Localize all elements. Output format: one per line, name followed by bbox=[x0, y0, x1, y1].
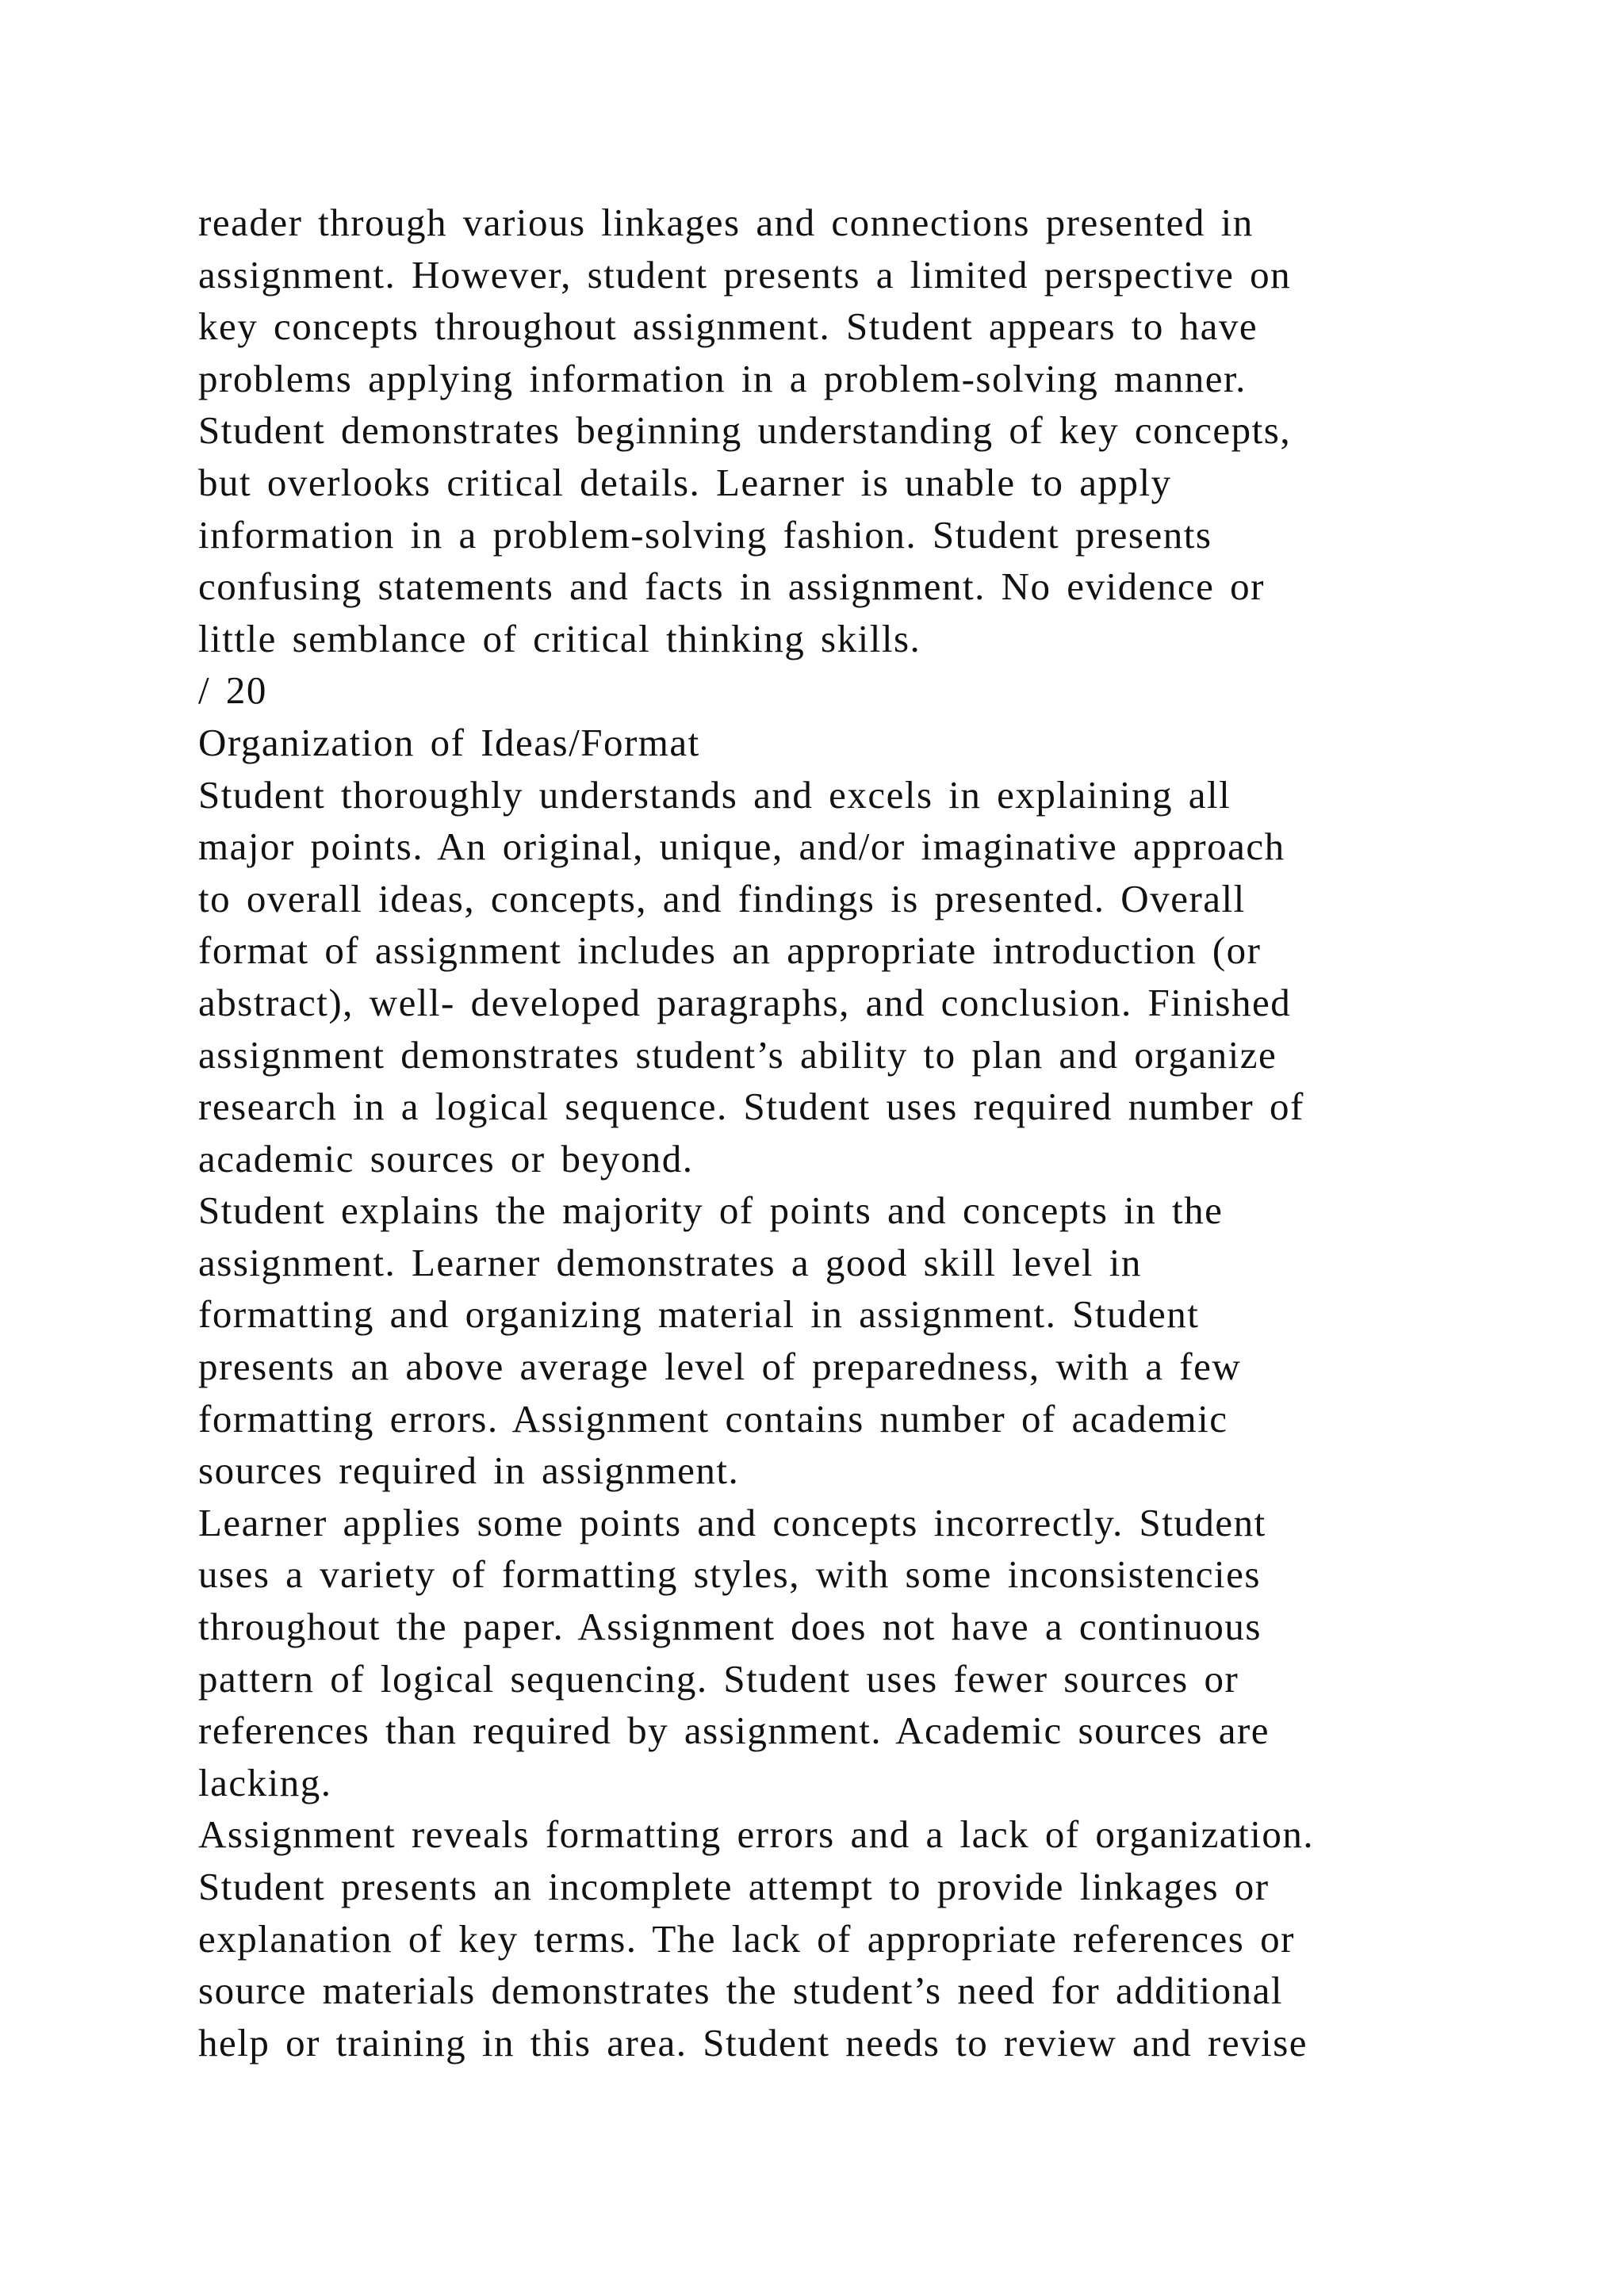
text-line: information in a problem-solving fashion. Student presents bbox=[198, 512, 1212, 557]
text-line: lacking. bbox=[198, 1760, 332, 1804]
score-line: / 20 bbox=[198, 668, 267, 713]
text-line: to overall ideas, concepts, and findings is presented. Overall bbox=[198, 876, 1246, 920]
text-line: sources required in assignment. bbox=[198, 1448, 740, 1493]
text-line: pattern of logical sequencing. Student uses fewer sources or bbox=[198, 1656, 1239, 1701]
text-line: presents an above average level of preparedness, with a few bbox=[198, 1345, 1242, 1389]
text-line: reader through various linkages and connections presented in bbox=[198, 201, 1254, 244]
text-line: research in a logical sequence. Student uses required number of bbox=[198, 1085, 1304, 1129]
text-line: assignment demonstrates student’s ability to plan and organize bbox=[198, 1032, 1277, 1077]
text-line: abstract), well- developed paragraphs, and conclusion. Finished bbox=[198, 980, 1292, 1024]
text-line: key concepts throughout assignment. Student appears to have bbox=[198, 304, 1258, 349]
text-line: assignment. Learner demonstrates a good skill level in bbox=[198, 1240, 1142, 1284]
text-line: formatting and organizing material in assignment. Student bbox=[198, 1292, 1200, 1337]
text-line: throughout the paper. Assignment does not have a continuous bbox=[198, 1605, 1262, 1649]
text-line: confusing statements and facts in assignment. No evidence or bbox=[198, 564, 1265, 609]
text-line: explanation of key terms. The lack of appropriate references or bbox=[198, 1916, 1295, 1961]
text-line: source materials demonstrates the student’s need for additional bbox=[198, 1969, 1283, 2013]
text-line: Student presents an incomplete attempt to provide linkages or bbox=[198, 1865, 1270, 1908]
text-line: Student thoroughly understands and excels in explaining all bbox=[198, 772, 1231, 817]
text-line: Student explains the majority of points and concepts in the bbox=[198, 1188, 1224, 1233]
text-line: formatting errors. Assignment contains number of academic bbox=[198, 1396, 1228, 1441]
text-line: references than required by assignment. Academic sources are bbox=[198, 1709, 1270, 1753]
text-line: Learner applies some points and concepts incorrectly. Student bbox=[198, 1500, 1266, 1544]
text-line: academic sources or beyond. bbox=[198, 1136, 694, 1181]
text-line: problems applying information in a problem-solving manner. bbox=[198, 356, 1247, 400]
text-line: assignment. However, student presents a limited perspective on bbox=[198, 252, 1292, 297]
text-line: but overlooks critical details. Learner is unable to apply bbox=[198, 460, 1172, 504]
text-line: Student demonstrates beginning understanding of key concepts, bbox=[198, 408, 1292, 453]
text-line: format of assignment includes an appropriate introduction (or bbox=[198, 928, 1262, 973]
text-line: uses a variety of formatting styles, with some inconsistencies bbox=[198, 1552, 1261, 1597]
text-line: major points. An original, unique, and/or imaginative approach bbox=[198, 825, 1285, 869]
text-line: little semblance of critical thinking skills. bbox=[198, 616, 921, 660]
document-text bbox=[198, 197, 1435, 2068]
text-line: help or training in this area. Student needs to review and revise bbox=[198, 2020, 1308, 2064]
text-line: Assignment reveals formatting errors and a lack of organization. bbox=[198, 1812, 1315, 1857]
section-heading: Organization of Ideas/Format bbox=[198, 720, 700, 764]
